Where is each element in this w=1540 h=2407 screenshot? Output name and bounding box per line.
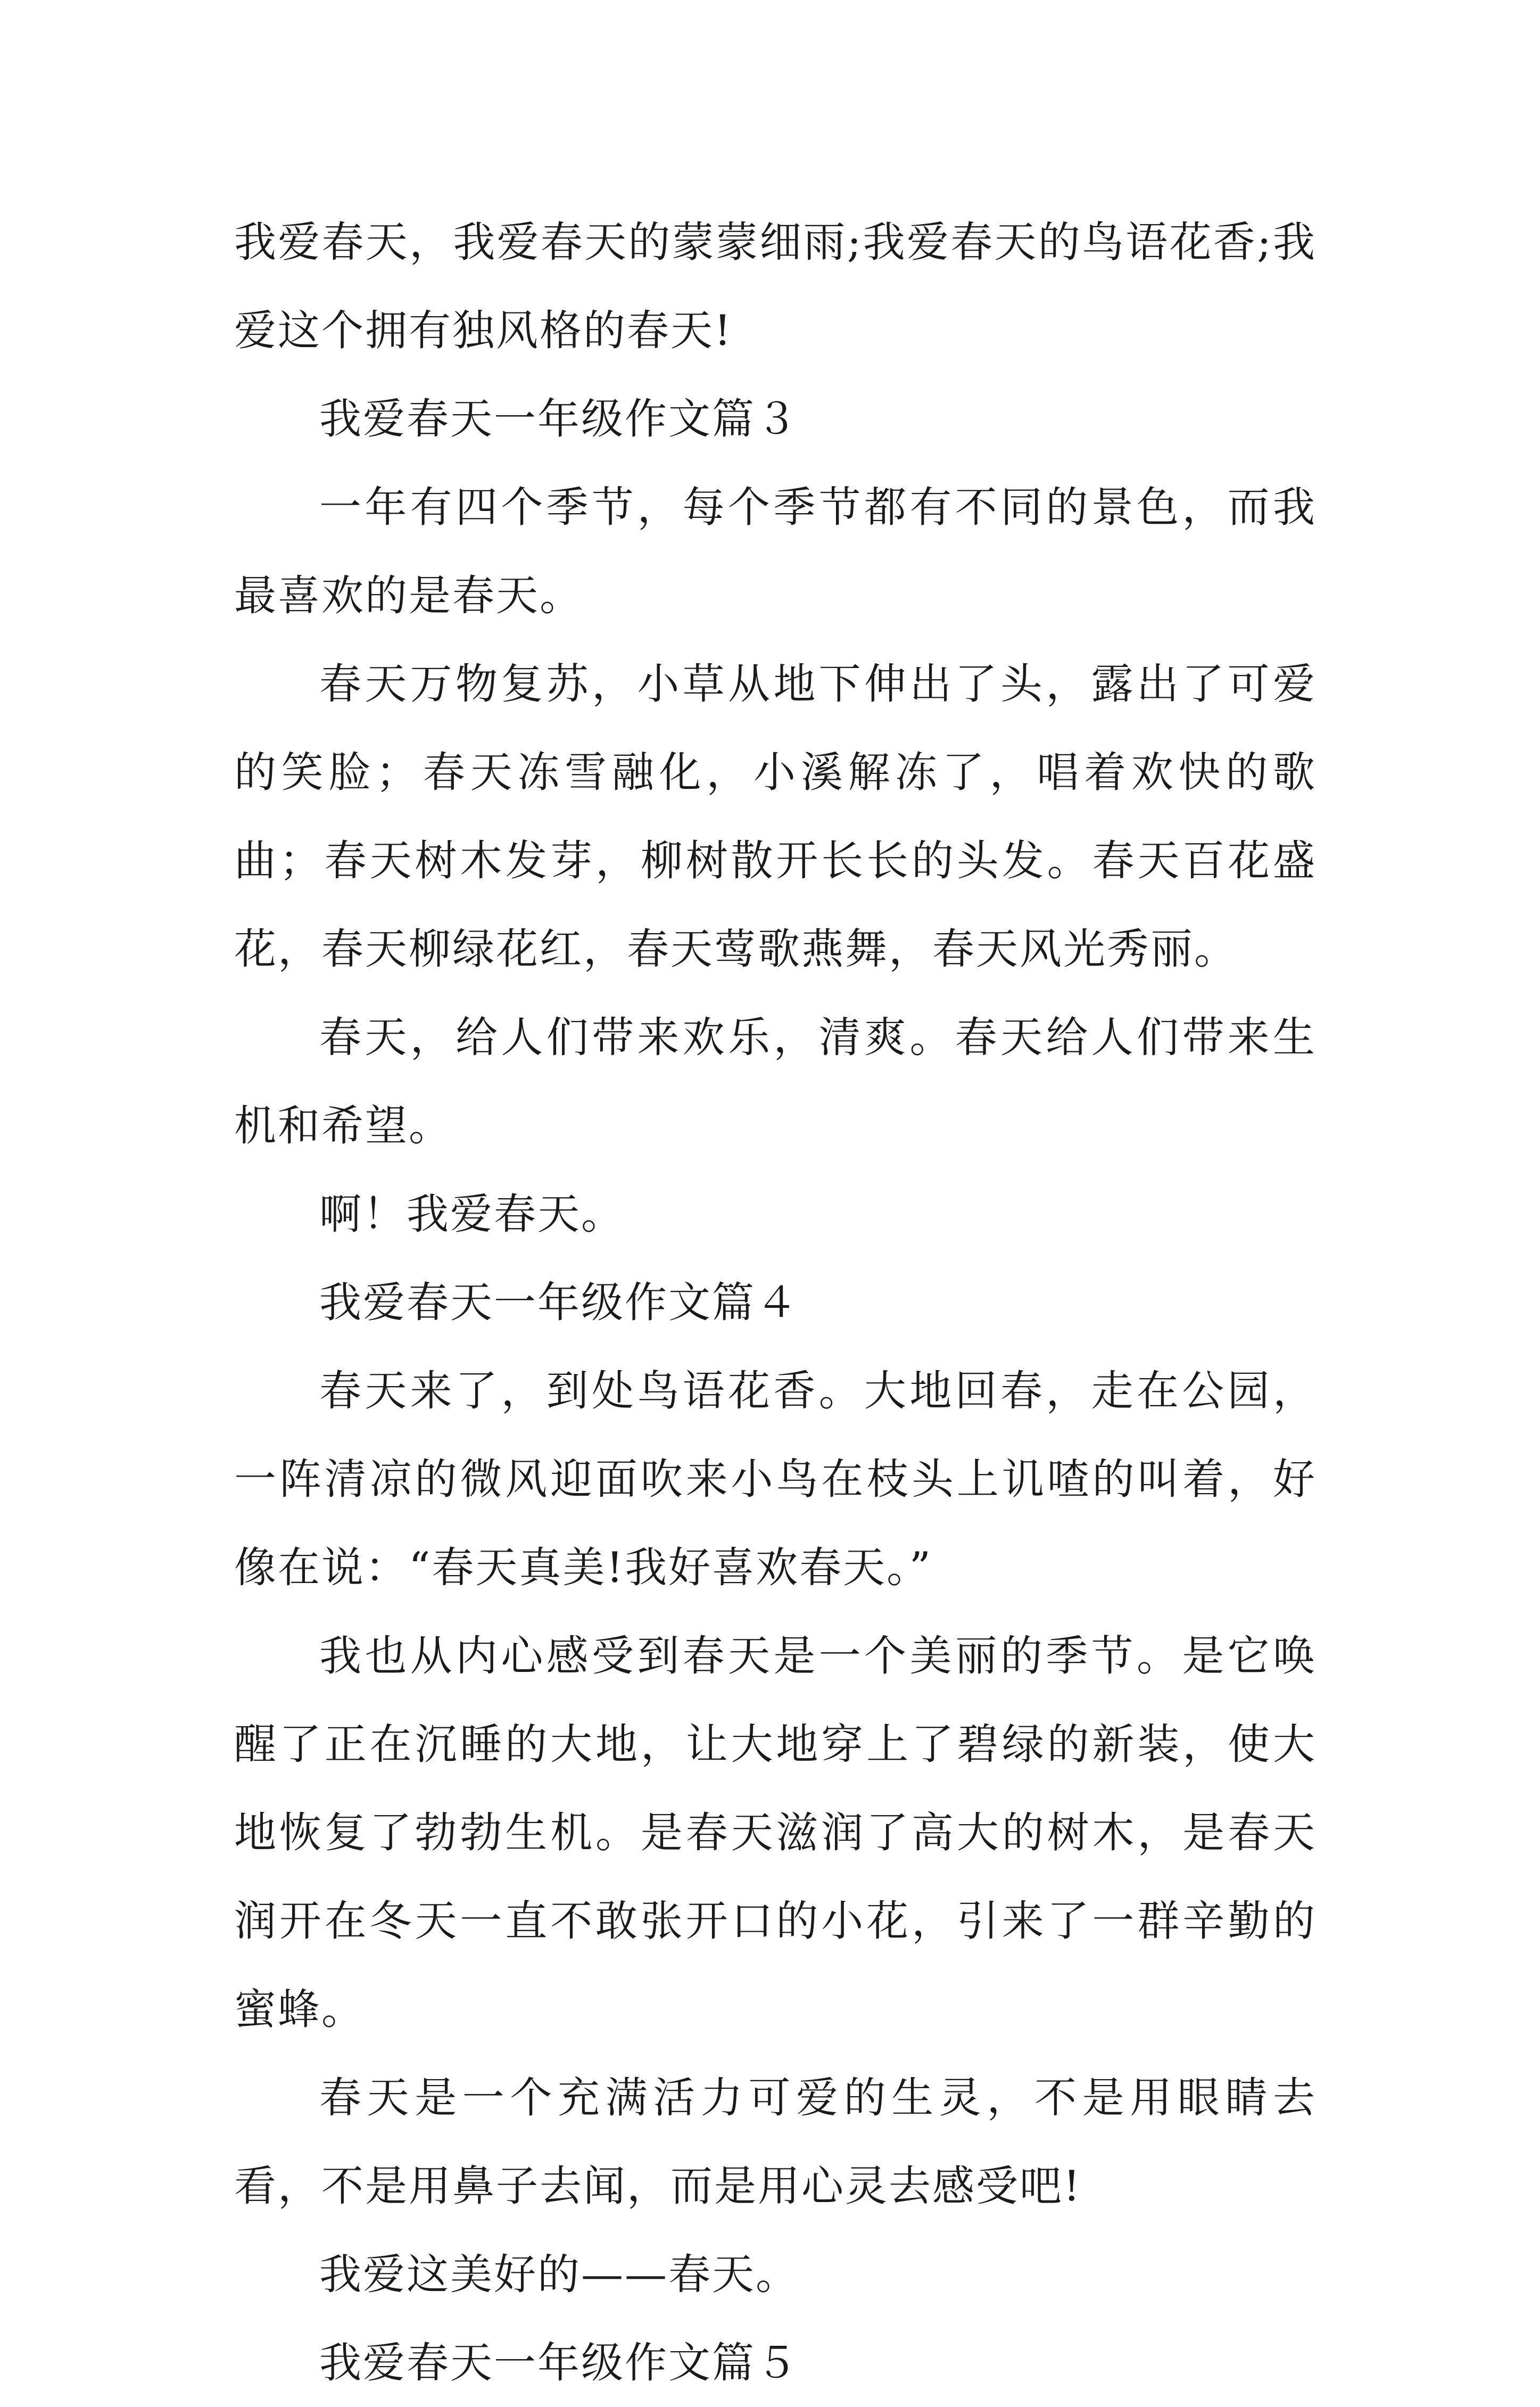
paragraph: 春天，给人们带来欢乐，清爽。春天给人们带来生机和希望。: [234, 1013, 1317, 1150]
section-heading: 我爱春天一年级作文篇５: [319, 2338, 799, 2387]
section-heading: 我爱春天一年级作文篇４: [319, 1278, 799, 1327]
paragraph: 我爱这美好的——春天。: [319, 2250, 799, 2299]
section-heading: 我爱春天一年级作文篇３: [319, 394, 799, 443]
paragraph: 春天万物复苏，小草从地下伸出了头，露出了可爱的笑脸；春天冻雪融化，小溪解冻了，唱着欢快的歌曲；春天树木发芽，柳树散开长长的头发。春天百花盛花，春天柳绿花红，春天莺歌燕舞，春天风光秀丽。: [234, 660, 1317, 974]
paragraph: 春天是一个充满活力可爱的生灵，不是用眼睛去看，不是用鼻子去闻，而是用心灵去感受吧!: [234, 2073, 1317, 2211]
document-body: [234, 198, 1317, 2407]
paragraph: 一年有四个季节，每个季节都有不同的景色，而我最喜欢的是春天。: [234, 483, 1317, 620]
paragraph: 我也从内心感受到春天是一个美丽的季节。是它唤醒了正在沉睡的大地，让大地穿上了碧绿的新装，使大地恢复了勃勃生机。是春天滋润了高大的树木，是春天润开在冬天一直不敢张开口的小花，引来了一群辛勤的蜜蜂。: [234, 1631, 1317, 2034]
paragraph: 春天来了，到处鸟语花香。大地回春，走在公园，一阵清凉的微风迎面吹来小鸟在枝头上讥喳的叫着，好像在说：“春天真美!我好喜欢春天。”: [234, 1366, 1317, 1592]
paragraph: 我爱春天，我爱春天的蒙蒙细雨;我爱春天的鸟语花香;我爱这个拥有独风格的春天!: [234, 218, 1317, 355]
paragraph: 啊！我爱春天。: [319, 1190, 625, 1239]
